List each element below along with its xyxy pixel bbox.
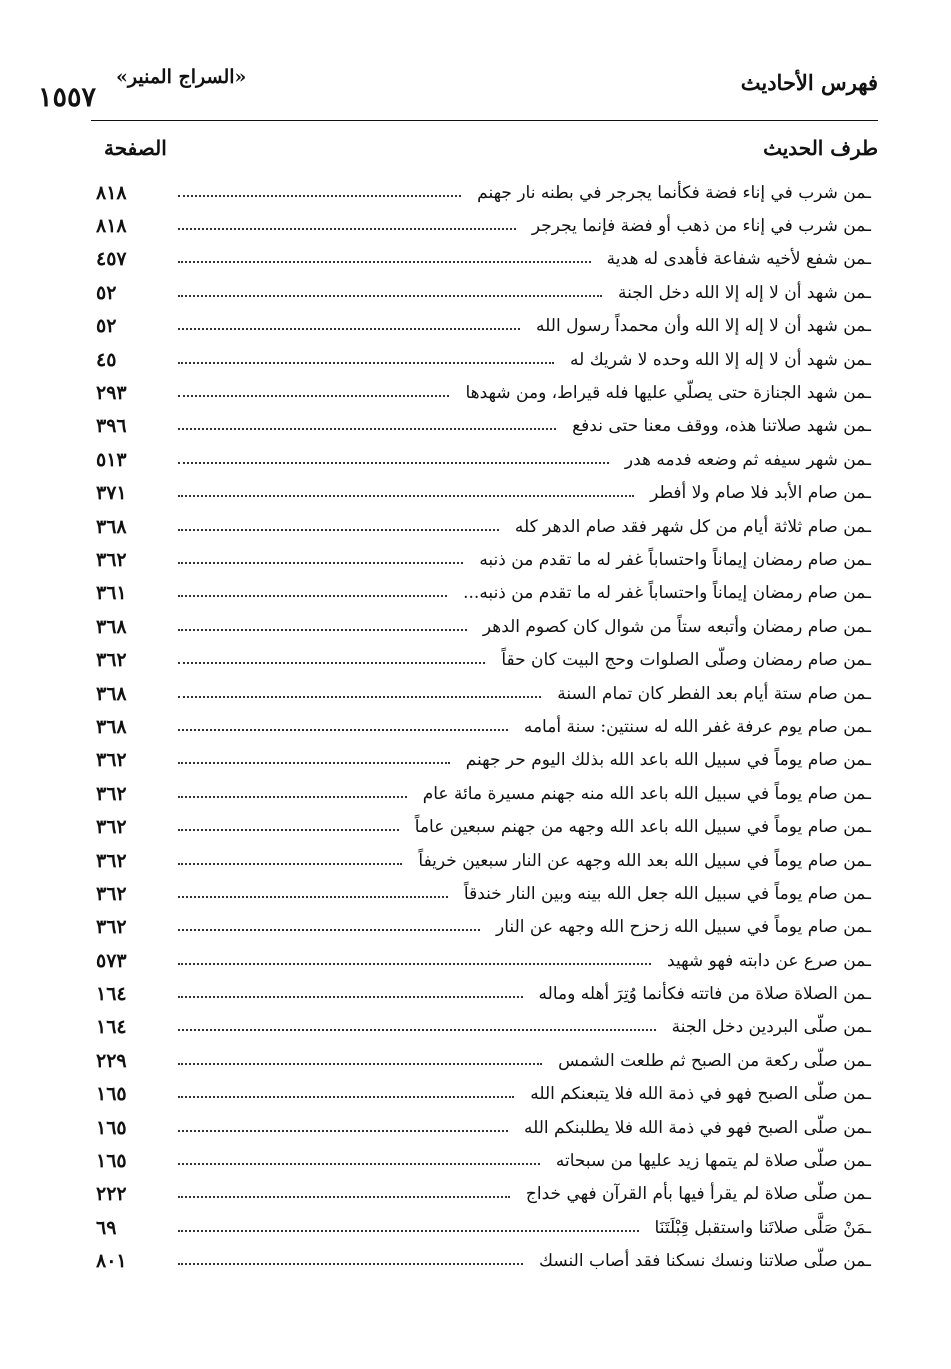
- page-ref: ١٦٥: [96, 1083, 127, 1106]
- hadith-text: ـ من شهر سيفه ثم وضعه فدمه هدر: [625, 450, 877, 470]
- list-item: [96, 677, 877, 710]
- list-item: [96, 1144, 877, 1177]
- hadith-text: ـ من صلّى الصبح فهو في ذمة الله فلا يتبعنكم الله: [530, 1084, 877, 1104]
- dot-leader: [178, 729, 508, 731]
- list-item: [96, 1211, 877, 1244]
- running-head: [38, 66, 878, 113]
- page-ref: ٨٠١: [96, 1250, 127, 1273]
- hadith-text: ـ من صام رمضان وأتبعه ستاً من شوال كان كصوم الدهر: [483, 617, 877, 637]
- dot-leader: [178, 829, 399, 831]
- dot-leader: [178, 228, 516, 230]
- hadith-text: ـ من شرب في إناء فضة فكأنما يجرجر في بطنه نار جهنم: [477, 183, 877, 203]
- dot-leader: [178, 1230, 639, 1232]
- hadith-text: ـ من شفع لأخيه شفاعة فأهدى له هدية: [607, 249, 877, 269]
- hadith-text: ـ من صام يوماً في سبيل الله زحزح الله وجهه عن النار: [496, 917, 877, 937]
- hadith-text: ـ من شرب في إناء من ذهب أو فضة فإنما يجرجر: [532, 216, 877, 236]
- list-item: [96, 577, 877, 610]
- list-item: [96, 844, 877, 877]
- page-ref: ٣٦٢: [96, 649, 127, 672]
- page-ref: ١٦٤: [96, 1016, 127, 1039]
- hadith-text: ـ من صام ثلاثة أيام من كل شهر فقد صام الدهر كله: [515, 517, 877, 537]
- list-item: [96, 1044, 877, 1077]
- dot-leader: [178, 1196, 510, 1198]
- list-item: [96, 1245, 877, 1278]
- dot-leader: [178, 963, 651, 965]
- hadith-text: ـ من صلّى صلاة لم يتمها زيد عليها من سبحاته: [556, 1151, 877, 1171]
- page-ref: ٣٦٢: [96, 849, 127, 872]
- hadith-text: ـ من صام يوماً في سبيل الله باعد الله وجهه من جهنم سبعين عاماً: [415, 817, 877, 837]
- dot-leader: [178, 896, 448, 898]
- page-ref: ٤٥٧: [96, 248, 127, 271]
- hadith-text: ـ من صام يوماً في سبيل الله بعد الله وجهه عن النار سبعين خريفاً: [418, 851, 877, 871]
- page-ref: ٣٦٢: [96, 816, 127, 839]
- page-ref: ٥٢: [96, 281, 117, 304]
- dot-leader: [178, 1263, 523, 1265]
- dot-leader: [178, 462, 609, 464]
- list-item: [96, 610, 877, 643]
- hadith-index-list: [96, 176, 877, 1278]
- section-title: فهرس الأحاديث: [740, 70, 878, 95]
- hadith-text: ـ من صلّى البردين دخل الجنة: [672, 1017, 877, 1037]
- list-item: [96, 410, 877, 443]
- hadith-text: ـ من صام ستة أيام بعد الفطر كان تمام السنة: [557, 684, 877, 704]
- dot-leader: [178, 595, 447, 597]
- dot-leader: [178, 428, 556, 430]
- dot-leader: [178, 1163, 540, 1165]
- page-ref: ١٦٥: [96, 1116, 127, 1139]
- column-header-hadith: طرف الحديث: [763, 136, 878, 160]
- list-item: [96, 209, 877, 242]
- dot-leader: [178, 195, 461, 197]
- page-ref: ٢٢٢: [96, 1183, 127, 1206]
- list-item: [96, 310, 877, 343]
- page-ref: ٣٦٢: [96, 548, 127, 571]
- page-ref: ٣٦٨: [96, 615, 127, 638]
- page-ref: ١٦٤: [96, 983, 127, 1006]
- page-ref: ٦٩: [96, 1216, 117, 1239]
- dot-leader: [178, 562, 463, 564]
- dot-leader: [178, 662, 485, 664]
- hadith-text: ـ من شهد أن لا إله إلا الله وأن محمداً رسول الله: [536, 316, 877, 336]
- book-title: «السراج المنير»: [116, 66, 247, 88]
- page-ref: ٣٦٨: [96, 715, 127, 738]
- page-ref: ٥٢: [96, 315, 117, 338]
- page-ref: ٣٦٢: [96, 916, 127, 939]
- dot-leader: [178, 362, 554, 364]
- dot-leader: [178, 529, 499, 531]
- dot-leader: [178, 762, 450, 764]
- list-item: [96, 543, 877, 576]
- list-item: [96, 477, 877, 510]
- page-ref: ٢٩٣: [96, 382, 127, 405]
- hadith-text: ـ من صام الأبد فلا صام ولا أفطر: [650, 483, 877, 503]
- dot-leader: [178, 863, 402, 865]
- header-rule: [91, 120, 878, 121]
- page-ref: ١٦٥: [96, 1150, 127, 1173]
- hadith-text: ـ من شهد أن لا إله إلا الله وحده لا شريك له: [570, 350, 877, 370]
- hadith-text: ـ من صام رمضان وصلّى الصلوات وحج البيت كان حقاً: [501, 650, 877, 670]
- page-ref: ٨١٨: [96, 215, 127, 238]
- page-ref: ٣٦٨: [96, 682, 127, 705]
- page-ref: ٣٦٢: [96, 882, 127, 905]
- hadith-text: ـ من صام رمضان إيماناً واحتساباً غفر له ما تقدم من ذنبه...: [463, 583, 877, 603]
- hadith-text: ـ من شهد أن لا إله إلا الله دخل الجنة: [618, 283, 877, 303]
- page-ref: ٤٥: [96, 348, 117, 371]
- page-ref: ٣٦٢: [96, 749, 127, 772]
- page-ref: ٣٩٦: [96, 415, 127, 438]
- list-item: [96, 343, 877, 376]
- hadith-text: ـ من صام يوماً في سبيل الله باعد الله منه جهنم مسيرة مائة عام: [423, 784, 877, 804]
- hadith-text: ـ من شهد صلاتنا هذه، ووقف معنا حتى ندفع: [572, 416, 877, 436]
- hadith-text: ـ من صرع عن دابته فهو شهيد: [667, 951, 877, 971]
- hadith-text: ـ من صام يوم عرفة غفر الله له سنتين: سنة أمامه: [524, 717, 877, 737]
- dot-leader: [178, 629, 467, 631]
- hadith-text: ـ مَنْ صَلَّى صلاتَنا واستقبل قِبْلَتَنَا: [655, 1218, 877, 1238]
- list-item: [96, 643, 877, 676]
- hadith-text: ـ من شهد الجنازة حتى يصلّي عليها فله قيراط، ومن شهدها: [465, 383, 877, 403]
- page-ref: ٣٦١: [96, 582, 127, 605]
- hadith-text: ـ من صلّى صلاة لم يقرأ فيها بأم القرآن فهي خداج: [526, 1184, 877, 1204]
- dot-leader: [178, 295, 602, 297]
- hadith-text: ـ من صام يوماً في سبيل الله باعد الله بذلك اليوم حر جهنم: [466, 750, 877, 770]
- list-item: [96, 376, 877, 409]
- hadith-text: ـ من الصلاة صلاة من فاتته فكأنما وُتِرَ أهله وماله: [539, 984, 877, 1004]
- hadith-text: ـ من صلّى صلاتنا ونسك نسكنا فقد أصاب النسك: [539, 1251, 877, 1271]
- dot-leader: [178, 996, 523, 998]
- page-ref: ٣٦٨: [96, 515, 127, 538]
- page-ref: ٣٧١: [96, 482, 127, 505]
- hadith-text: ـ من صلّى ركعة من الصبح ثم طلعت الشمس: [558, 1051, 877, 1071]
- hadith-text: ـ من صام رمضان إيماناً واحتساباً غفر له ما تقدم من ذنبه: [479, 550, 877, 570]
- list-item: [96, 510, 877, 543]
- dot-leader: [178, 1096, 514, 1098]
- list-item: [96, 1178, 877, 1211]
- dot-leader: [178, 328, 520, 330]
- hadith-text: ـ من صام يوماً في سبيل الله جعل الله بينه وبين النار خندقاً: [464, 884, 877, 904]
- page-ref: ٣٦٢: [96, 782, 127, 805]
- list-item: [96, 1011, 877, 1044]
- page-ref: ٢٢٩: [96, 1049, 127, 1072]
- list-item: [96, 1111, 877, 1144]
- dot-leader: [178, 261, 591, 263]
- dot-leader: [178, 1029, 656, 1031]
- list-item: [96, 276, 877, 309]
- dot-leader: [178, 395, 449, 397]
- list-item: [96, 877, 877, 910]
- page-ref: ٨١٨: [96, 181, 127, 204]
- page-ref: ٥٧٣: [96, 949, 127, 972]
- dot-leader: [178, 696, 541, 698]
- dot-leader: [178, 1063, 542, 1065]
- list-item: [96, 1078, 877, 1111]
- list-item: [96, 243, 877, 276]
- page-number: ١٥٥٧: [38, 82, 97, 113]
- dot-leader: [178, 796, 407, 798]
- column-header-page: الصفحة: [104, 136, 167, 160]
- dot-leader: [178, 1130, 508, 1132]
- page-ref: ٥١٣: [96, 448, 127, 471]
- list-item: [96, 710, 877, 743]
- list-item: [96, 443, 877, 476]
- list-item: [96, 977, 877, 1010]
- dot-leader: [178, 929, 480, 931]
- list-item: [96, 911, 877, 944]
- hadith-text: ـ من صلّى الصبح فهو في ذمة الله فلا يطلبنكم الله: [524, 1118, 877, 1138]
- list-item: [96, 744, 877, 777]
- list-item: [96, 810, 877, 843]
- dot-leader: [178, 495, 634, 497]
- list-item: [96, 777, 877, 810]
- list-item: [96, 944, 877, 977]
- list-item: [96, 176, 877, 209]
